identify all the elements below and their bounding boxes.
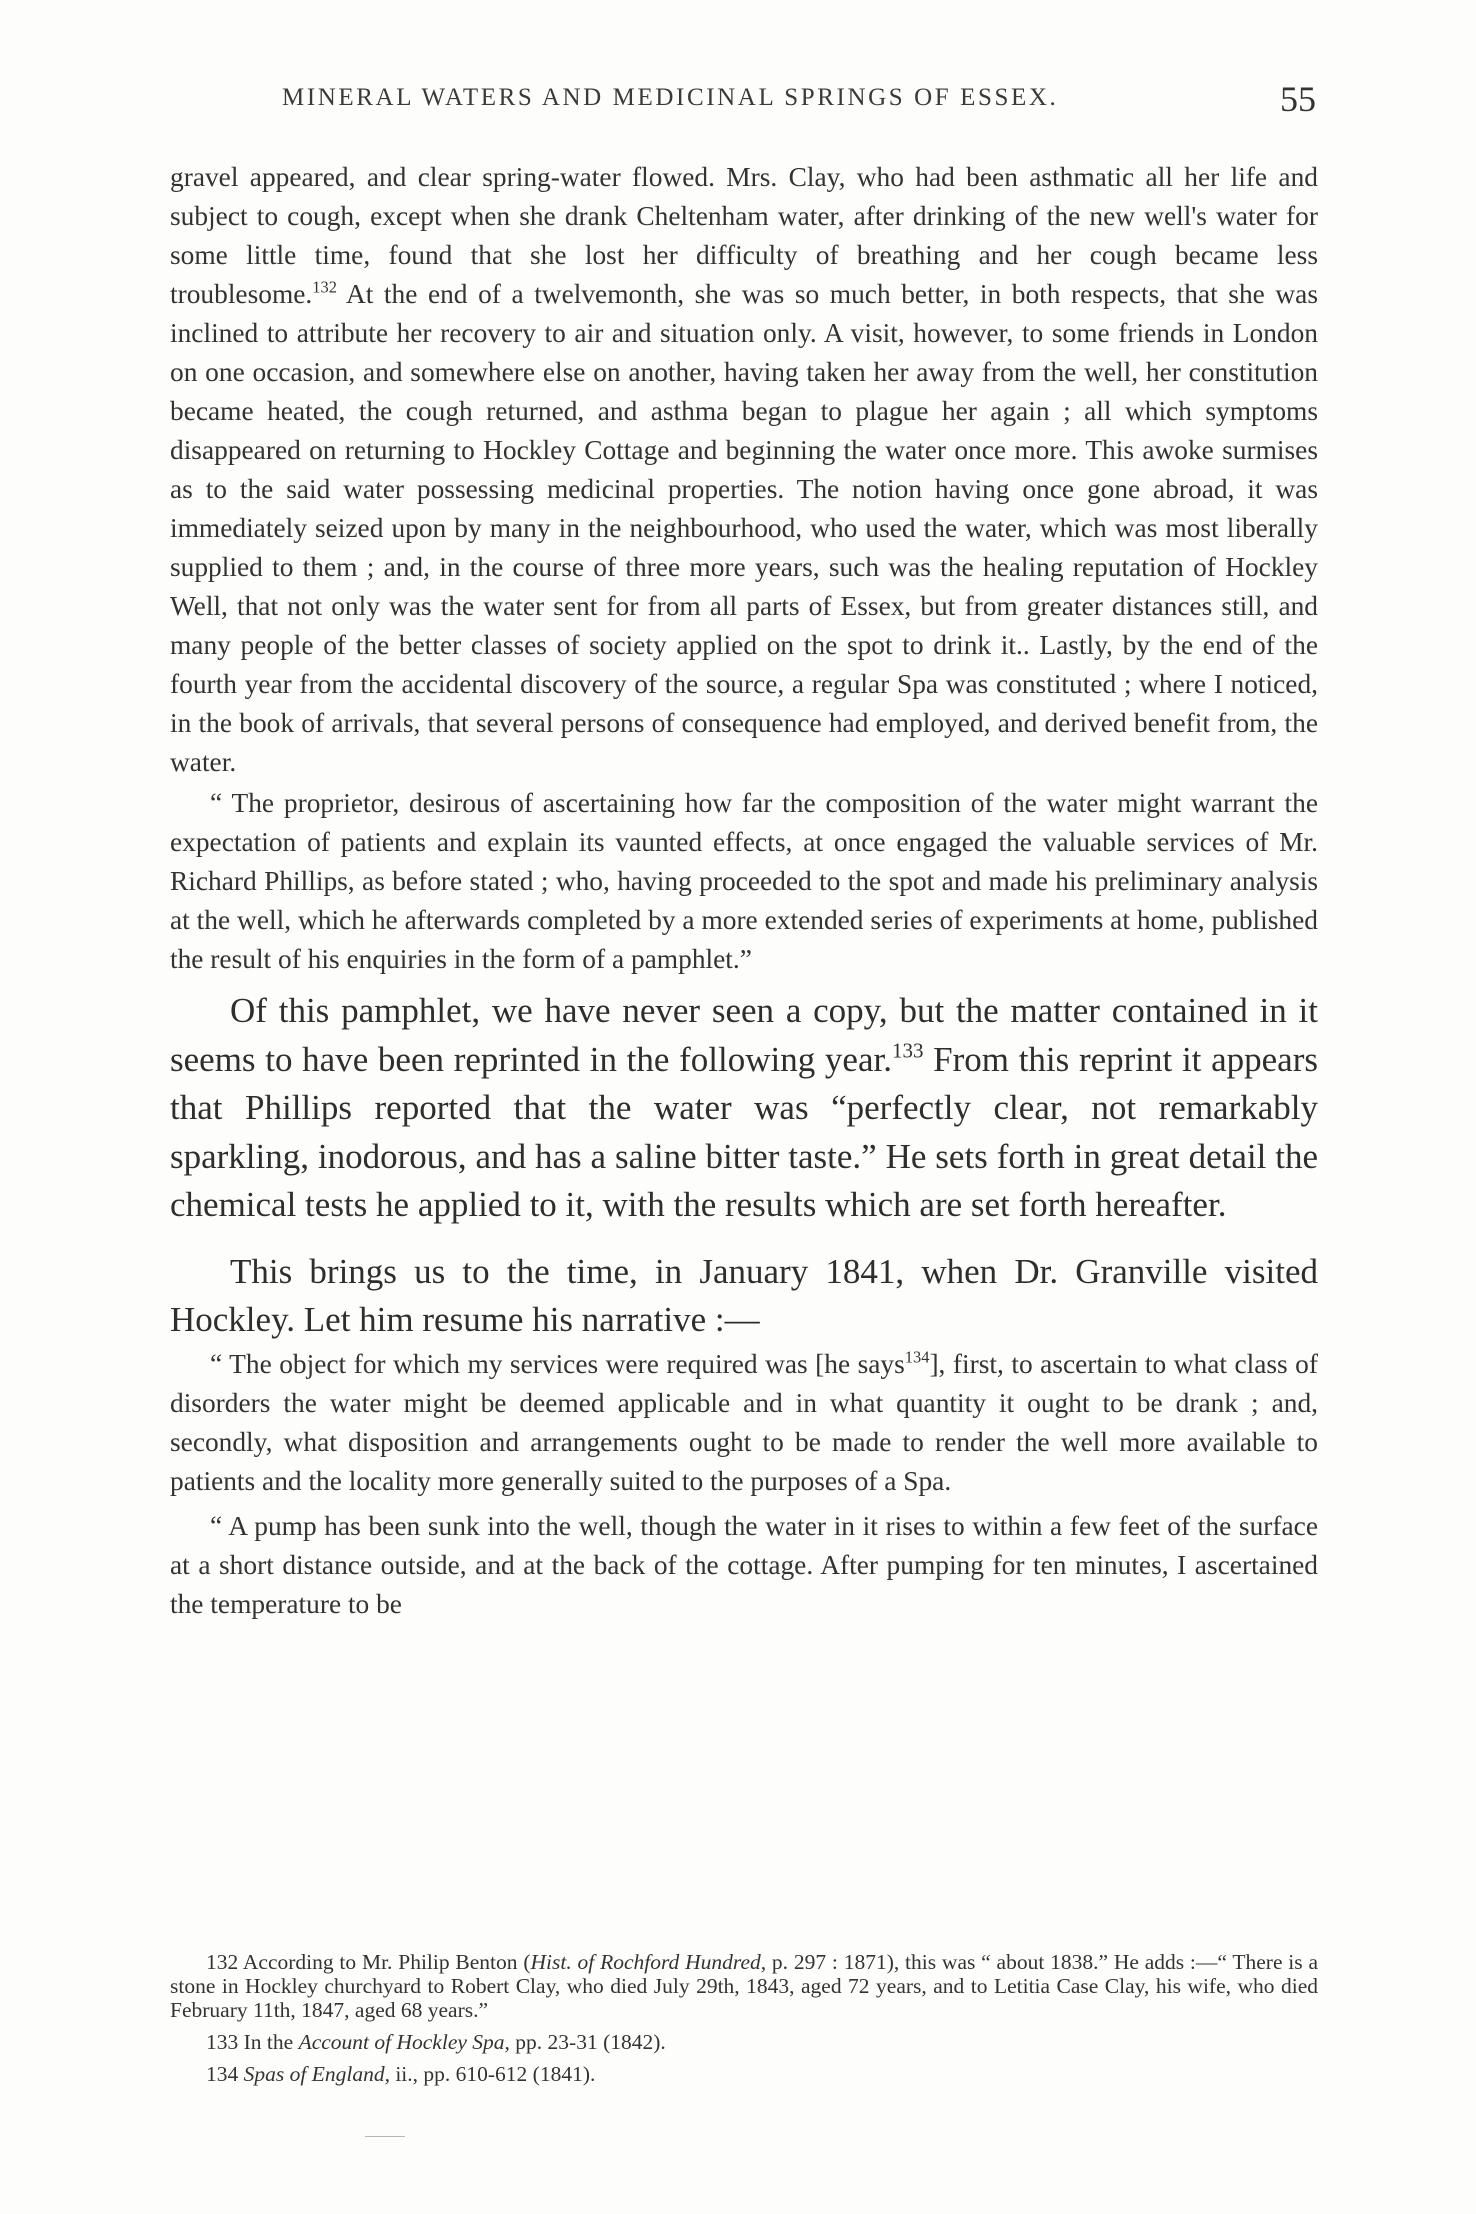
footnote-ref-133: 133 [891,1037,924,1062]
footnote-text: According to Mr. Philip Benton ( [238,1950,531,1974]
footnote-work-title: Account of Hockley Spa, [298,2030,510,2054]
footnote-ref-132: 132 [312,277,337,297]
footnote-text: ii., pp. 610-612 (1841). [389,2062,596,2086]
footnote-134 [170,2062,1318,2086]
paragraph-text: Of this pamphlet, we have never seen a copy, but the matter contained in it seems to have been reprinted in the following year. [170,991,1318,1079]
footnote-number: 134 [206,2062,239,2086]
paragraph-pamphlet [170,987,1318,1230]
main-text [170,158,1318,1624]
paragraph-text: From this reprint it appears that Phillips reported that the water was “perfectly clear, not remarkably sparkling, inodorous, and has a saline bitter taste.” He sets forth in great detail the chemical tests he applied to it, with the results which are set forth hereafter. [170,1039,1318,1224]
footnote-work-title: Hist. of Rochford Hundred, [530,1950,767,1974]
paragraph-continuation [170,158,1318,782]
paragraph-text: “ The object for which my services were required was [he says [210,1348,905,1379]
footnote-text: pp. 23-31 (1842). [509,2030,666,2054]
quote-paragraph-services [170,1345,1318,1501]
quote-paragraph-proprietor: “ The proprietor, desirous of ascertaining how far the composition of the water might warrant the expectation of patients and explain its vaunted effects, at once engaged the valuable services of Mr. Richard Phillips, as before stated ; who, having proceeded to the spot and made his preliminary analysis at the well, which he afterwards completed by a more extended series of experiments at home, published the result of his enquiries in the form of a pamphlet.” [170,788,1318,974]
paragraph-text: At the end of a twelvemonth, she was so much better, in both respects, that she was inclined to attribute her recovery to air and situation only. A visit, however, to some friends in London on one occasion, and somewhere else on another, having taken her away from the well, her constitution became heated, the cough returned, and asthma began to plague her again ; all which symptoms disappeared on returning to Hockley Cottage and beginning the water once more. This awoke surmises as to the said water possessing medicinal properties. The notion having once gone abroad, it was immediately seized upon by many in the neighbourhood, who used the water, which was most liberally supplied to them ; and, in the course of three more years, such was the healing reputation of Hockley Well, that not only was the water sent for from all parts of Essex, but from greater distances still, and many people of the better classes of society applied on the spot to drink it.. Lastly, by the end of the fourth year from the accidental discovery of the source, a regular Spa was constituted ; where I noticed, in the book of arrivals, that several persons of consequence had employed, and derived benefit from, the water. [170,279,1318,777]
paragraph-granville: This brings us to the time, in January 1841, when Dr. Granville visited Hockley. Let him resume his narrative :— [170,1251,1318,1339]
running-head-title: MINERAL WATERS AND MEDICINAL SPRINGS OF ESSEX. [282,84,1059,111]
footnote-ref-134: 134 [904,1346,930,1366]
footnote-work-title: Spas of England, [243,2062,390,2086]
page-number: 55 [1280,79,1316,119]
quote-paragraph-pump: “ A pump has been sunk into the well, though the water in it rises to within a few feet of the surface at a short distance outside, and at the back of the cottage. After pumping for ten minutes, I ascertained the temperature to be [170,1510,1318,1619]
bottom-rule [365,2136,405,2137]
running-head [170,78,1316,126]
footnotes [170,1950,1318,2094]
paragraph-text: gravel appeared, and clear spring-water flowed. Mrs. Clay, who had been asthmatic all her life and subject to cough, except when she drank Cheltenham water, after drinking of the new well's water for some little time, found that she lost her difficulty of breathing and her cough became less troublesome. [170,162,1318,309]
footnote-text: In the [238,2030,299,2054]
footnote-133 [170,2030,1318,2054]
footnote-number: 133 [206,2030,239,2054]
footnote-text: p. 297 : 1871), this was “ about 1838.” He adds :—“ There is a stone in Hockley churchyard to Robert Clay, who died July 29th, 1843, aged 72 years, and to Letitia Case Clay, his wife, who died February 11th, 1847, aged 68 years.” [170,1950,1319,2022]
footnote-132 [170,1950,1318,2022]
paragraph-text: ], first, to ascertain to what class of disorders the water might be deemed applicable and in what quantity it ought to be drank ; and, secondly, what disposition and arrangements ought to be made to render the well more available to patients and the locality more generally suited to the purposes of a Spa. [170,1348,1318,1496]
footnote-number: 132 [206,1950,239,1974]
